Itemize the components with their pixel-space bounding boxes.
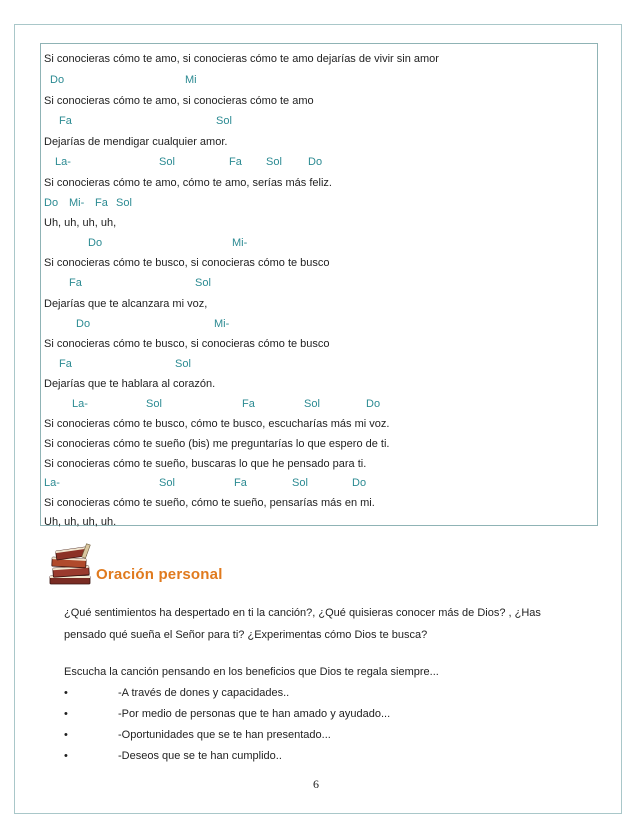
song-line-5: Uh, uh, uh, uh, bbox=[44, 217, 117, 229]
chord: La- bbox=[44, 477, 60, 489]
chord: Sol bbox=[116, 197, 132, 209]
song-line-6: Si conocieras cómo te busco, si conocieras cómo te busco bbox=[44, 257, 330, 269]
song-line-14: Uh, uh, uh, uh. bbox=[44, 516, 117, 528]
list-item: -Por medio de personas que te han amado y ayudado... bbox=[118, 708, 391, 720]
chord: Sol bbox=[292, 477, 308, 489]
chord: Mi bbox=[185, 74, 197, 86]
prayer-question-line-1: ¿Qué sentimientos ha despertado en ti la canción?, ¿Qué quisieras conocer más de Dios? , ¿Has bbox=[64, 607, 541, 619]
song-line-2: Si conocieras cómo te amo, si conocieras cómo te amo bbox=[44, 95, 314, 107]
chord: Fa bbox=[229, 156, 242, 168]
chord: Fa bbox=[59, 115, 72, 127]
chord: Fa bbox=[59, 358, 72, 370]
chord: Do bbox=[366, 398, 381, 410]
chord-line-8 bbox=[44, 357, 584, 371]
chord-line-4 bbox=[44, 196, 584, 210]
chord-line-9 bbox=[44, 397, 584, 411]
chord: Fa bbox=[69, 277, 82, 289]
song-line-13: Si conocieras cómo te sueño, cómo te sueño, pensarías más en mi. bbox=[44, 497, 375, 509]
chord: Do bbox=[352, 477, 367, 489]
page-number: 6 bbox=[313, 777, 319, 791]
song-line-7: Dejarías que te alcanzara mi voz, bbox=[44, 298, 208, 310]
chord-line-5 bbox=[44, 236, 584, 250]
chord: Do bbox=[308, 156, 323, 168]
list-item: -Deseos que se te han cumplido.. bbox=[118, 750, 282, 762]
chord: Mi- bbox=[232, 237, 248, 249]
chord: La- bbox=[72, 398, 88, 410]
chord-line-6 bbox=[44, 276, 584, 290]
chord: Do bbox=[44, 197, 59, 209]
chord-line-3 bbox=[44, 155, 584, 169]
bullet-icon: • bbox=[64, 687, 68, 699]
song-line-3: Dejarías de mendigar cualquier amor. bbox=[44, 136, 228, 148]
prayer-question-line-2: pensado qué sueña el Señor para ti? ¿Experimentas cómo Dios te busca? bbox=[64, 629, 428, 641]
song-line-12: Si conocieras cómo te sueño, buscaras lo que he pensado para ti. bbox=[44, 458, 367, 470]
chord: Mi- bbox=[214, 318, 230, 330]
chord: Do bbox=[88, 237, 103, 249]
chord-line-2 bbox=[44, 114, 584, 128]
chord: Sol bbox=[216, 115, 232, 127]
chord: Fa bbox=[242, 398, 255, 410]
chord: Sol bbox=[159, 477, 175, 489]
song-line-11: Si conocieras cómo te sueño (bis) me preguntarías lo que espero de ti. bbox=[44, 438, 390, 450]
chord: Fa bbox=[95, 197, 108, 209]
chord: Mi- bbox=[69, 197, 85, 209]
bullet-icon: • bbox=[64, 750, 68, 762]
chord: Sol bbox=[146, 398, 162, 410]
chord: Fa bbox=[234, 477, 247, 489]
song-line-8: Si conocieras cómo te busco, si conocieras cómo te busco bbox=[44, 338, 330, 350]
list-item: -A través de dones y capacidades.. bbox=[118, 687, 290, 699]
bullet-icon: • bbox=[64, 729, 68, 741]
song-line-4: Si conocieras cómo te amo, cómo te amo, serías más feliz. bbox=[44, 177, 332, 189]
chord: Sol bbox=[266, 156, 282, 168]
chord: Sol bbox=[175, 358, 191, 370]
list-item: -Oportunidades que se te han presentado... bbox=[118, 729, 331, 741]
bullet-icon: • bbox=[64, 708, 68, 720]
song-line-1: Si conocieras cómo te amo, si conocieras cómo te amo dejarías de vivir sin amor bbox=[44, 53, 439, 65]
chord-line-1 bbox=[44, 73, 584, 87]
chord-line-7 bbox=[44, 317, 584, 331]
chord: La- bbox=[55, 156, 71, 168]
chord-line-10 bbox=[44, 476, 584, 490]
chord: Sol bbox=[159, 156, 175, 168]
chord: Sol bbox=[195, 277, 211, 289]
section-title: Oración personal bbox=[96, 566, 223, 583]
chord: Do bbox=[76, 318, 91, 330]
song-line-9: Dejarías que te hablara al corazón. bbox=[44, 378, 216, 390]
prayer-intro: Escucha la canción pensando en los beneficios que Dios te regala siempre... bbox=[64, 666, 439, 678]
chord: Sol bbox=[304, 398, 320, 410]
chord: Do bbox=[50, 74, 65, 86]
books-icon bbox=[44, 540, 96, 588]
song-line-10: Si conocieras cómo te busco, cómo te busco, escucharías más mi voz. bbox=[44, 418, 390, 430]
